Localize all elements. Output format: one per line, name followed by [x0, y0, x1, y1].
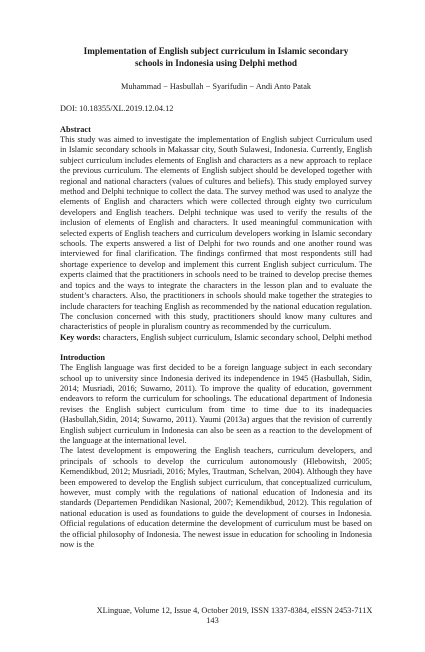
- page-number: 143: [206, 616, 219, 625]
- abstract-heading: Abstract: [60, 125, 91, 134]
- keywords-text: characters, English subject curriculum, Islamic secondary school, Delphi method: [100, 332, 372, 342]
- abstract-text: This study was aimed to investigate the implementation of English subject Curriculum used in Islamic secondary schools in Makassar city, South Sulawesi, Indonesia. Currently, English subject curriculum includes elements of English and characters as a new approach to replace the previous curriculum. The elements of English subject should be developed together with regional and national characters (values of cultures and beliefs). This study employed survey method and Delphi technique to collect the data. The survey method was used to analyze the elements of English and characters which were collected through eighty two curriculum developers and English teachers. Delphi technique was used to verify the results of the inclusion of elements of English and characters. It used meaningful communication with selected experts of English teachers and curriculum developers working in Islamic secondary schools. The experts answered a list of Delphi for two rounds and one another round was interviewed for final clarification. The findings confirmed that most respondents still had shortage experience to develop and implement this current English subject curriculum. The experts claimed that the practitioners in schools need to be trained to develop precise themes and topics and the ways to integrate the characters in the lesson plan and to evaluate the student’s characters. Also, the practitioners in schools should make together the strategies to include characters for teaching English as recommended by the national education regulation. The conclusion concerned with this study, practitioners should know many cultures and characteristics of people in pluralism country as recommended by the curriculum.: [60, 135, 372, 332]
- introduction-paragraph-2: The latest development is empowering the English teachers, curriculum developers, and principals of schools to develop the curriculum autonomously (Hlebowitsh, 2005; Kemendikbud, 2012; Musriadi, 2016; Myles, Trautman, Schelvan, 2004). Although they have been empowered to develop the English subject curriculum, that conceptualized curriculum, however, must comply with the regulations of national education of Indonesia and its standards (Departemen Pendidikan Nasional, 2007; Kemendikbud, 2012). This regulation of national education is used as foundations to guide the development of courses in Indonesia. Official regulations of education determine the development of curriculum must be based on the official philosophy of Indonesia. The newest issue in education for schooling in Indonesia now is the: [60, 446, 372, 550]
- doi-text: DOI: 10.18355/XL.2019.12.04.12: [60, 104, 174, 113]
- keywords-label: Key words:: [60, 332, 101, 342]
- journal-citation: XLinguae, Volume 12, Issue 4, October 2019, ISSN 1337-8384, eISSN 2453-711X: [96, 606, 373, 615]
- page-footer: [0, 606, 425, 626]
- introduction-paragraph-1: The English language was first decided to be a foreign language subject in each secondary school up to university since Indonesia derived its independence in 1945 (Hasbullah, Sidin, 2014; Musriadi, 2016; Suwarno, 2011). To improve the quality of education, government endeavors to reform the curriculum for schoolings. The educational department of Indonesia revises the English subject curriculum from time to time due to its inadequacies (Hasbullah,Sidin, 2014; Suwarno, 2011). Yaumi (2013a) argues that the revision of currently English subject curriculum in Indonesia can also be seen as a reaction to the development of the language at the international level.: [60, 363, 372, 445]
- author-list: Muhammad − Hasbullah − Syarifudin − Andi Anto Patak: [120, 82, 312, 91]
- paper-title: [60, 0, 372, 69]
- keywords: [60, 333, 372, 343]
- title-line-1: Implementation of English subject curriculum in Islamic secondary: [83, 46, 349, 56]
- title-line-2: schools in Indonesia using Delphi method: [134, 58, 298, 68]
- introduction-heading: Introduction: [60, 353, 106, 363]
